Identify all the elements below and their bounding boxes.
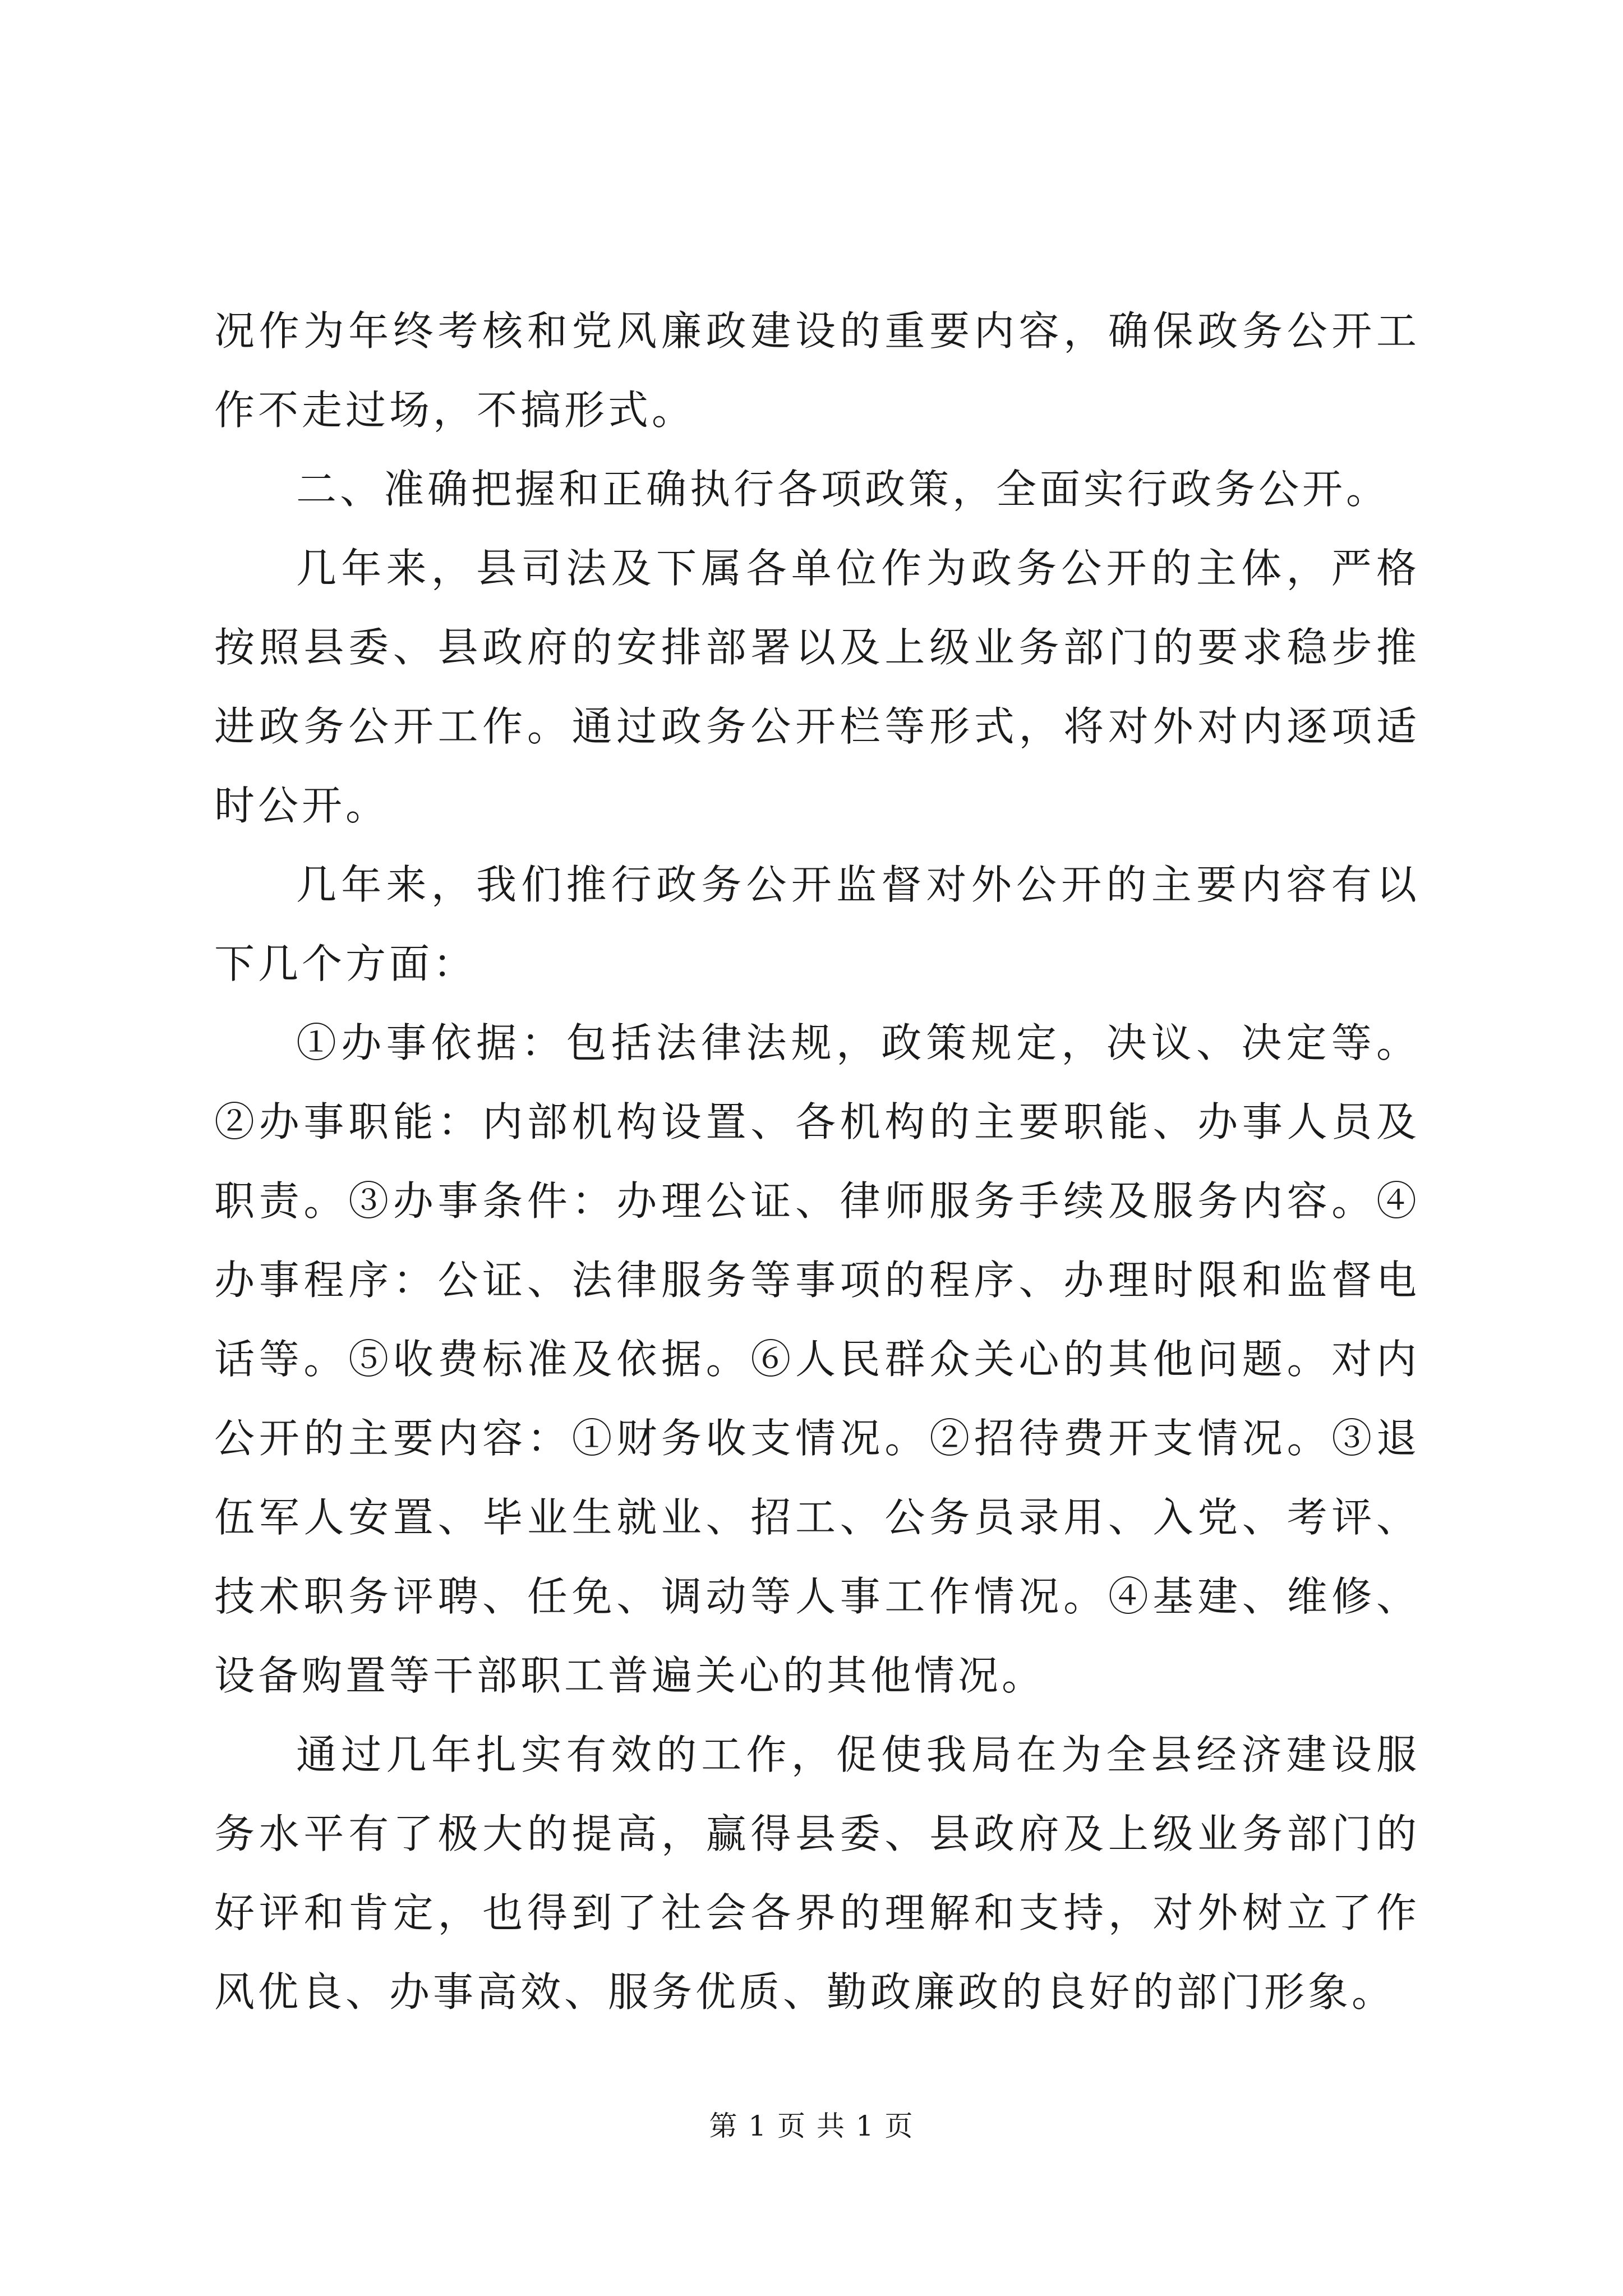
page-number-footer: 第 1 页 共 1 页 bbox=[709, 2110, 914, 2142]
paragraph-intro: 几年来，县司法及下属各单位作为政务公开的主体，严格按照县委、县政府的安排部署以及上级业务部门的要求稳步推进政务公开工作。通过政务公开栏等形式，将对外对内逐项适时公开。 bbox=[214, 545, 1420, 829]
paragraph-content-lead: 几年来，我们推行政务公开监督对外公开的主要内容有以下几个方面： bbox=[214, 861, 1420, 987]
paragraph-conclusion: 通过几年扎实有效的工作，促使我局在为全县经济建设服务水平有了极大的提高，赢得县委、县政府及上级业务部门的好评和肯定，也得到了社会各界的理解和支持，对外树立了作风优良、办事高效、服务优质、勤政廉政的良好的部门形象。 bbox=[214, 1731, 1420, 2016]
paragraph-continuation: 况作为年终考核和党风廉政建设的重要内容，确保政务公开工作不走过场，不搞形式。 bbox=[214, 307, 1420, 434]
section-heading: 二、准确把握和正确执行各项政策，全面实行政务公开。 bbox=[296, 466, 1390, 513]
paragraph-content-list: ①办事依据：包括法律法规，政策规定，决议、决定等。②办事职能：内部机构设置、各机构的主要职能、办事人员及职责。③办事条件：办理公证、律师服务手续及服务内容。④办事程序：公证、法律服务等事项的程序、办理时限和监督电话等。⑤收费标准及依据。⑥人民群众关心的其他问题。对内公开的主要内容：①财务收支情况。②招待费开支情况。③退伍军人安置、毕业生就业、招工、公务员录用、入党、考评、技术职务评聘、任免、调动等人事工作情况。④基建、维修、设备购置等干部职工普遍关心的其他情况。 bbox=[214, 1019, 1420, 1699]
document-body bbox=[214, 292, 1420, 2032]
